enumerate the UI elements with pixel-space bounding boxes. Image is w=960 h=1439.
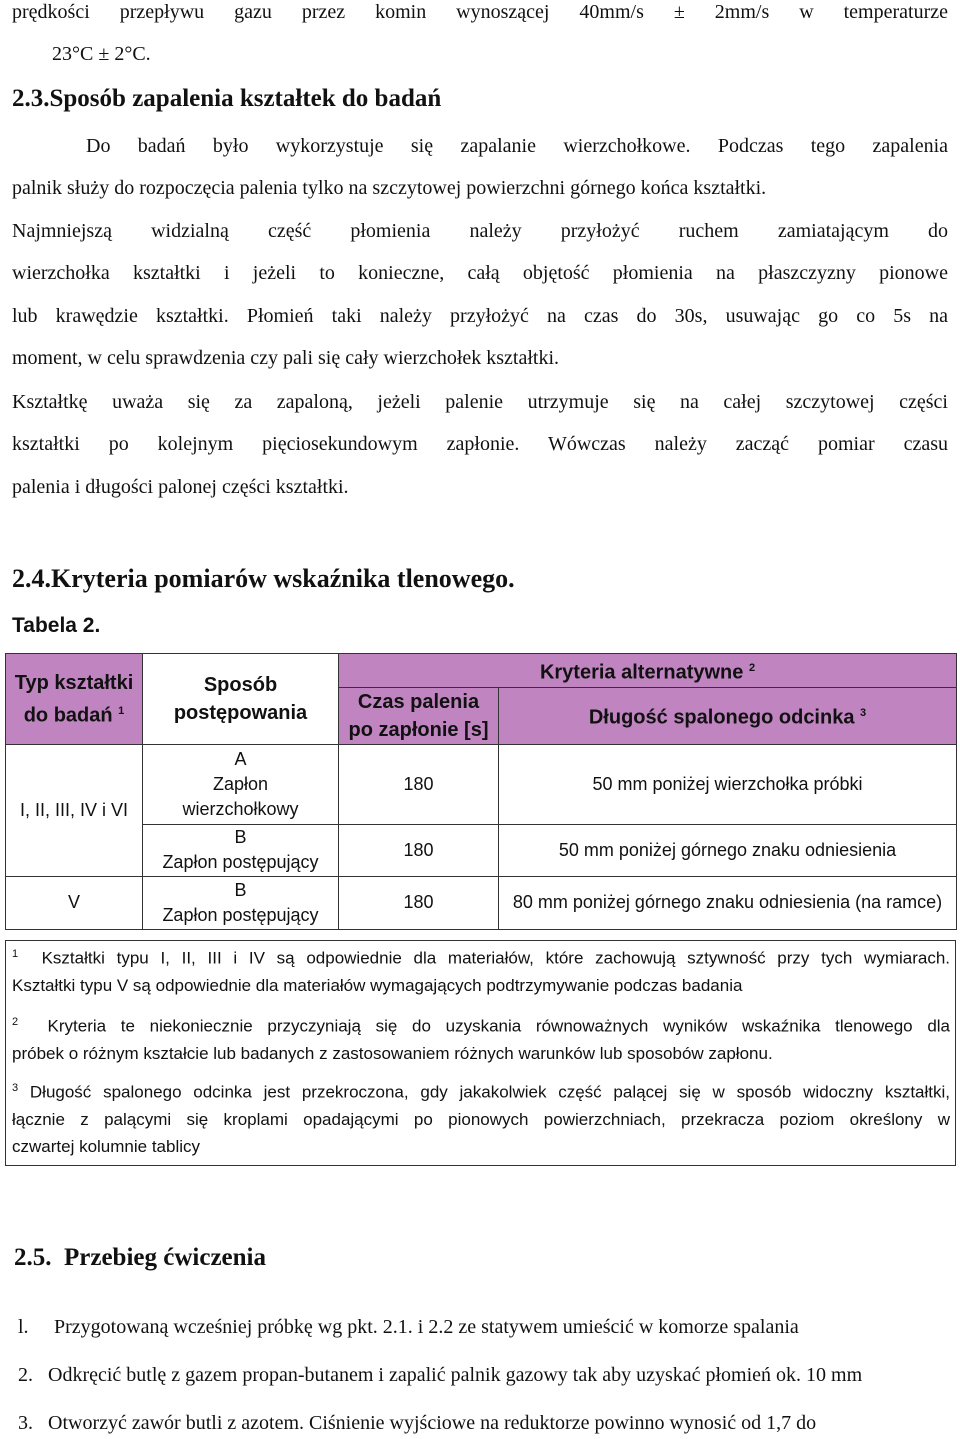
- section-2-3-p1-line1: Do badań było wykorzystuje się zapalanie wierzchołkowe. Podczas tego zapalenia: [86, 135, 948, 157]
- header-dlugosc-odcinka: Długość spalonego odcinka $^3$: [499, 687, 957, 744]
- cell-dlugosc: 80 mm poniżej górnego znaku odniesienia (na ramce): [499, 876, 957, 929]
- cell-czas: 180: [339, 744, 499, 824]
- list-item-text: Odkręcić butlę z gazem propan-butanem i zapalić palnik gazowy tak aby uzyskać płomień ok. 10 mm: [48, 1364, 863, 1386]
- cell-sposob: B Zapłon postępujący: [143, 824, 339, 876]
- intro-line-2: 23°C ± 2°C.: [52, 43, 151, 65]
- section-2-3-p2-line4: moment, w celu sprawdzenia czy pali się cały wierzchołek kształtki.: [12, 347, 560, 369]
- table-caption: Tabela 2.: [12, 614, 101, 637]
- list-item-text: Przygotowaną wcześniej próbkę wg pkt. 2.1. i 2.2 ze statywem umieścić w komorze spalania: [54, 1316, 799, 1338]
- header-czas-palenia: Czas palenia po zapłonie [s]: [339, 687, 499, 744]
- footnote-2: $^2$ Kryteria te niekoniecznie przyczyniają się do uzyskania równoważnych wyników wskaźnika tlenowego dla próbek o różnym kształcie lub badanych z zastosowaniem różnych warunków lub sposobów zapłonu.: [12, 1016, 951, 1063]
- list-item-number: 3.: [18, 1412, 33, 1434]
- table-row: [6, 876, 957, 929]
- section-2-3-p2-line2: wierzchołka kształtki i jeżeli to konieczne, całą objętość płomienia na płaszczyzny pionowe: [12, 262, 948, 284]
- list-item: [18, 1410, 816, 1436]
- cell-sposob: A Zapłon wierzchołkowy: [143, 744, 339, 824]
- cell-czas: 180: [339, 824, 499, 876]
- list-item: [18, 1314, 799, 1340]
- table-footnotes: [5, 940, 956, 1166]
- list-item-number: l.: [18, 1316, 29, 1338]
- section-2-3-p3-line2: kształtki po kolejnym pięciosekundowym zapłonie. Wówczas należy zacząć pomiar czasu: [12, 433, 948, 455]
- footnote-3: $^3$ Długość spalonego odcinka jest przekroczona, gdy jakakolwiek część palącej się w sposób widoczny kształtki, łącznie z palącymi się kroplami opadającymi po pionowych powierzchniach, przekracza poziom określony w czwartej kolumnie tablicy: [12, 1082, 950, 1156]
- list-item-number: 2.: [18, 1364, 33, 1386]
- cell-typ: V: [6, 876, 143, 929]
- list-item: [18, 1362, 862, 1388]
- cell-typ: I, II, III, IV i VI: [6, 744, 143, 876]
- cell-czas: 180: [339, 876, 499, 929]
- table-row: [6, 744, 957, 824]
- cell-dlugosc: 50 mm poniżej górnego znaku odniesienia: [499, 824, 957, 876]
- section-2-5-title: 2.5. Przebieg ćwiczenia: [14, 1244, 266, 1271]
- criteria-table: [5, 653, 957, 930]
- header-kryteria-alternatywne: Kryteria alternatywne $^2$: [339, 654, 957, 688]
- section-2-3-p3-line3: palenia i długości palonej części kształtki.: [12, 476, 349, 498]
- header-typ-ksztaltki: Typ kształtki do badań $^1$: [6, 654, 143, 745]
- section-2-3-title: 2.3.Sposób zapalenia kształtek do badań: [12, 85, 442, 112]
- table-row: [6, 824, 957, 876]
- cell-dlugosc: 50 mm poniżej wierzchołka próbki: [499, 744, 957, 824]
- section-2-3-p3-line1: Kształtkę uważa się za zapaloną, jeżeli palenie utrzymuje się na całej szczytowej części: [12, 391, 948, 413]
- intro-line-1: prędkości przepływu gazu przez komin wynoszącej 40mm/s ± 2mm/s w temperaturze: [12, 1, 948, 23]
- header-sposob-postepowania: Sposób postępowania: [143, 654, 339, 745]
- section-2-4-title: 2.4.Kryteria pomiarów wskaźnika tlenowego.: [12, 564, 515, 593]
- section-2-3-p1-line2: palnik służy do rozpoczęcia palenia tylko na szczytowej powierzchni górnego końca kształtki.: [12, 177, 767, 199]
- footnote-1: $^1$ Kształtki typu I, II, III i IV są odpowiednie dla materiałów, które zachowują sztywność przy tych wymiarach. Kształtki typu V są odpowiednie dla materiałów wymagających podtrzymywanie podczas badania: [12, 948, 951, 995]
- section-2-3-p2-line1: Najmniejszą widzialną część płomienia należy przyłożyć ruchem zamiatającym do: [12, 220, 948, 242]
- list-item-text: Otworzyć zawór butli z azotem. Ciśnienie wyjściowe na reduktorze powinno wynosić od 1,7 do: [48, 1412, 817, 1434]
- section-2-3-p2-line3: lub krawędzie kształtki. Płomień taki należy przyłożyć na czas do 30s, usuwając go co 5s na: [12, 305, 948, 327]
- cell-sposob: B Zapłon postępujący: [143, 876, 339, 929]
